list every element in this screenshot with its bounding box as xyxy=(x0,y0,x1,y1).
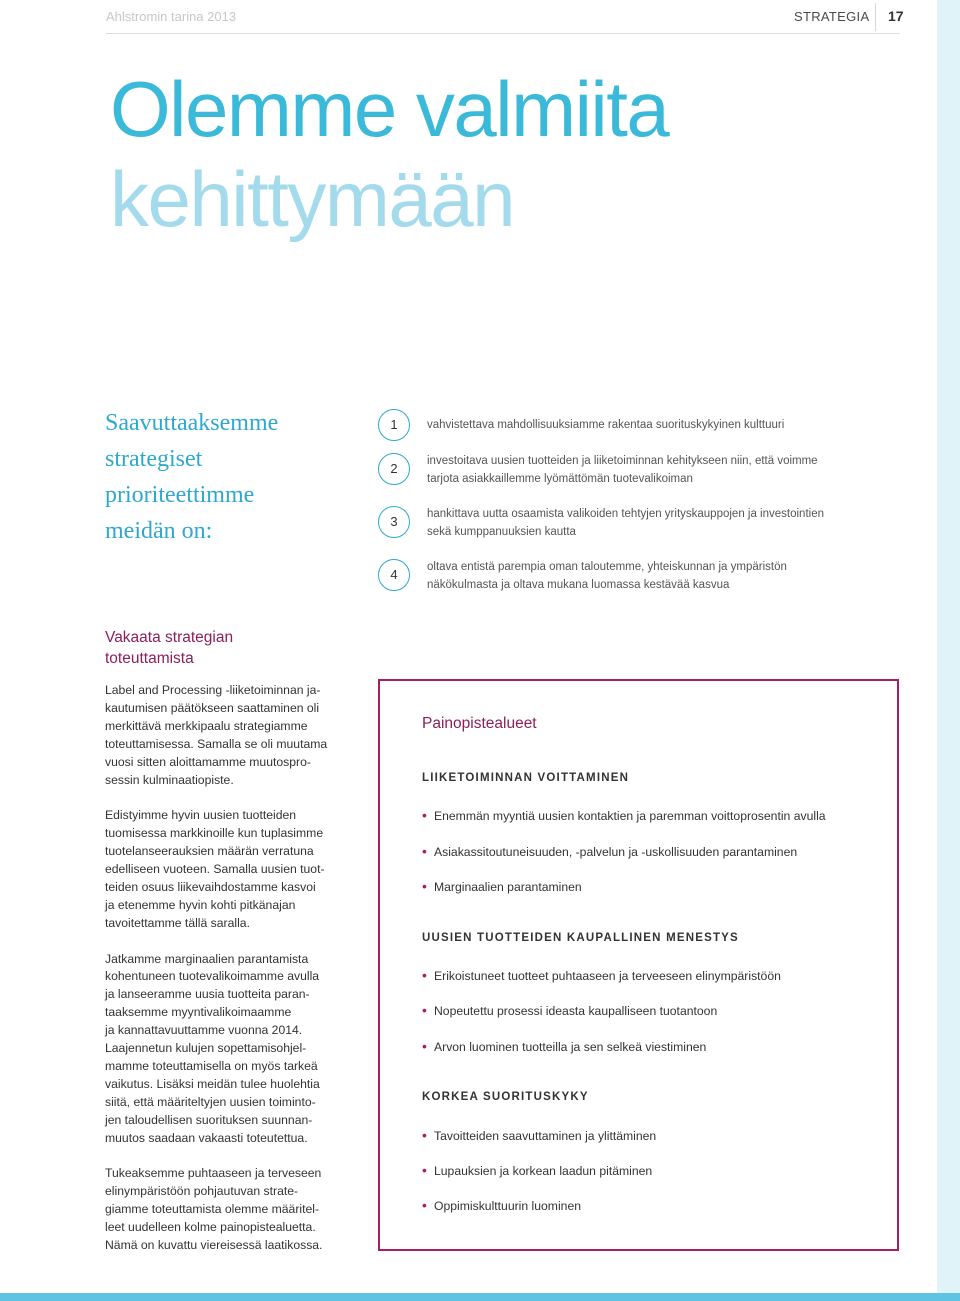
bullet-text: Marginaalien parantaminen xyxy=(434,880,582,894)
bullet-text: Tavoitteiden saavuttaminen ja ylittäminen xyxy=(434,1129,657,1143)
text-line: kautumisen päätökseen saattaminen oli xyxy=(105,700,320,715)
text-line: jen taloudellisen suorituksen suunnan- xyxy=(105,1112,313,1127)
bullet-text: Erikoistuneet tuotteet puhtaaseen ja terveeseen elinympäristöön xyxy=(434,969,781,983)
text-line: tavoitettamme tällä saralla. xyxy=(105,915,250,930)
text-line: kohentuneen tuotevalikoimamme avulla xyxy=(105,969,320,984)
focus-bullet-item xyxy=(422,843,797,859)
text-line: sessin kulminaatiopiste. xyxy=(105,772,234,787)
page-number: 17 xyxy=(888,8,904,24)
priority-text xyxy=(427,558,907,594)
section-heading-line: toteuttamista xyxy=(105,650,194,667)
body-paragraph xyxy=(105,682,360,789)
priority-text xyxy=(427,452,907,488)
text-line: mamme toteuttamisella on myös tarkeä xyxy=(105,1059,318,1073)
priority-line: tarjota asiakkaillemme lyömättömän tuotevalikoiman xyxy=(427,473,693,485)
text-line: vuosi sitten aloittamamme muutospro- xyxy=(105,754,311,769)
intro-line: prioriteettimme xyxy=(105,482,255,508)
text-line: Jatkamme marginaalien parantamista xyxy=(105,951,309,966)
text-line: Tukeaksemme puhtaaseen ja terveseen xyxy=(105,1166,322,1181)
bullet-icon: • xyxy=(422,1197,427,1213)
priority-line: sekä kumppanuuksien kautta xyxy=(427,526,576,538)
focus-bullet-item xyxy=(422,1162,652,1178)
body-paragraph xyxy=(105,1165,360,1255)
priority-line: vahvistettava mahdollisuuksiamme rakentaa suorituskykyinen kulttuuri xyxy=(427,419,785,431)
bottom-accent-bar xyxy=(0,1293,960,1301)
header-separator xyxy=(875,3,876,31)
priority-number-badge: 3 xyxy=(378,506,410,538)
right-edge-band xyxy=(937,0,960,1301)
text-line: vaikutus. Lisäksi meidän tulee huolehtia xyxy=(105,1076,320,1091)
priority-number-badge: 1 xyxy=(378,409,410,441)
priority-line: hankittava uutta osaamista valikoiden tehtyjen yrityskauppojen ja investointien xyxy=(427,508,824,520)
bullet-text: Enemmän myyntiä uusien kontaktien ja paremman voittoprosentin avulla xyxy=(434,809,826,823)
text-line: Laajennetun kulujen sopettamisohjel- xyxy=(105,1041,307,1056)
body-paragraph xyxy=(105,951,360,1148)
focus-bullet-item xyxy=(422,1197,581,1213)
priority-number-badge: 2 xyxy=(378,453,410,485)
text-line: ja kannattavuuttamme vuonna 2014. xyxy=(105,1023,303,1038)
bullet-icon: • xyxy=(422,1038,427,1054)
text-line: merkittävä merkkipaalu strategiamme xyxy=(105,718,308,733)
section-heading xyxy=(105,627,233,669)
intro-line: Saavuttaaksemme xyxy=(105,410,279,436)
focus-bullet-item xyxy=(422,878,582,894)
focus-bullet-item xyxy=(422,1038,706,1054)
bullet-icon: • xyxy=(422,1162,427,1178)
text-line: Edistyimme hyvin uusien tuotteiden xyxy=(105,808,297,823)
focus-bullet-item xyxy=(422,967,781,983)
focus-category-heading: UUSIEN TUOTTEIDEN KAUPALLINEN MENESTYS xyxy=(422,932,739,944)
text-line: elinympäristöön pohjautuvan strate- xyxy=(105,1184,299,1199)
text-line: leet uudelleen kolme painopistealuetta. xyxy=(105,1220,316,1235)
bullet-text: Nopeutettu prosessi ideasta kaupalliseen tuotantoon xyxy=(434,1004,718,1018)
priority-line: oltava entistä parempia oman taloutemme, yhteiskunnan ja ympäristön xyxy=(427,561,787,573)
focus-category-heading: LIIKETOIMINNAN VOITTAMINEN xyxy=(422,772,630,784)
bullet-icon: • xyxy=(422,1002,427,1018)
bullet-text: Oppimiskulttuurin luominen xyxy=(434,1199,581,1213)
bullet-text: Asiakassitoutuneisuuden, -palvelun ja -uskollisuuden parantaminen xyxy=(434,845,798,859)
publication-title: Ahlstromin tarina 2013 xyxy=(106,9,237,24)
focus-bullet-item xyxy=(422,807,826,823)
bullet-icon: • xyxy=(422,807,427,823)
text-line: edelliseen vuoteen. Samalla uusien tuot- xyxy=(105,862,325,877)
focus-areas-title: Painopistealueet xyxy=(422,715,537,732)
focus-category-heading: KORKEA SUORITUSKYKY xyxy=(422,1091,589,1103)
bullet-icon: • xyxy=(422,843,427,859)
priority-text xyxy=(427,505,907,541)
intro-line: strategiset xyxy=(105,446,203,472)
text-line: tuotelanseerauksien määrän verratuna xyxy=(105,844,314,859)
text-line: ja etenemme hyvin kohti pitkänajan xyxy=(105,897,296,912)
priority-line: investoitava uusien tuotteiden ja liiketoiminnan kehitykseen niin, että voimme xyxy=(427,455,818,467)
text-line: ja lanseeramme uusia tuotteita paran- xyxy=(105,987,310,1002)
bullet-text: Lupauksien ja korkean laadun pitäminen xyxy=(434,1164,653,1178)
section-heading-line: Vakaata strategian xyxy=(105,629,234,646)
bullet-icon: • xyxy=(422,967,427,983)
body-text-column xyxy=(105,682,360,1273)
page-title-line-2: kehittymään xyxy=(110,155,515,243)
text-line: Nämä on kuvattu viereisessä laatikossa. xyxy=(105,1238,323,1253)
focus-bullet-item xyxy=(422,1002,717,1018)
bullet-text: Arvon luominen tuotteilla ja sen selkeä viestiminen xyxy=(434,1040,707,1054)
page-title-line-1: Olemme valmiita xyxy=(110,65,669,153)
text-line: siitä, että määriteltyjen uusien toiminto- xyxy=(105,1094,316,1109)
text-line: toteuttamisessa. Samalla se oli muutama xyxy=(105,736,328,751)
text-line: Label and Processing -liiketoiminnan ja- xyxy=(105,683,321,697)
header-rule xyxy=(106,33,900,34)
text-line: tuomisessa markkinoille kun tuplasimme xyxy=(105,826,324,841)
bullet-icon: • xyxy=(422,1127,427,1143)
bullet-icon: • xyxy=(422,878,427,894)
priority-text xyxy=(427,416,907,434)
text-line: teiden osuus liikevaihdostamme kasvoi xyxy=(105,879,316,894)
priority-number-badge: 4 xyxy=(378,559,410,591)
text-line: taaksemme myyntivalikoimaamme xyxy=(105,1005,292,1020)
text-line: muutos saadaan vakaasti toteutettua. xyxy=(105,1130,308,1145)
body-paragraph xyxy=(105,807,360,932)
intro-heading xyxy=(105,405,365,549)
focus-bullet-item xyxy=(422,1127,656,1143)
text-line: giamme toteuttamista olemme määritel- xyxy=(105,1202,320,1217)
priority-line: näkökulmasta ja oltava mukana luomassa kestävää kasvua xyxy=(427,579,730,591)
intro-line: meidän on: xyxy=(105,518,213,544)
section-label: STRATEGIA xyxy=(794,9,870,24)
